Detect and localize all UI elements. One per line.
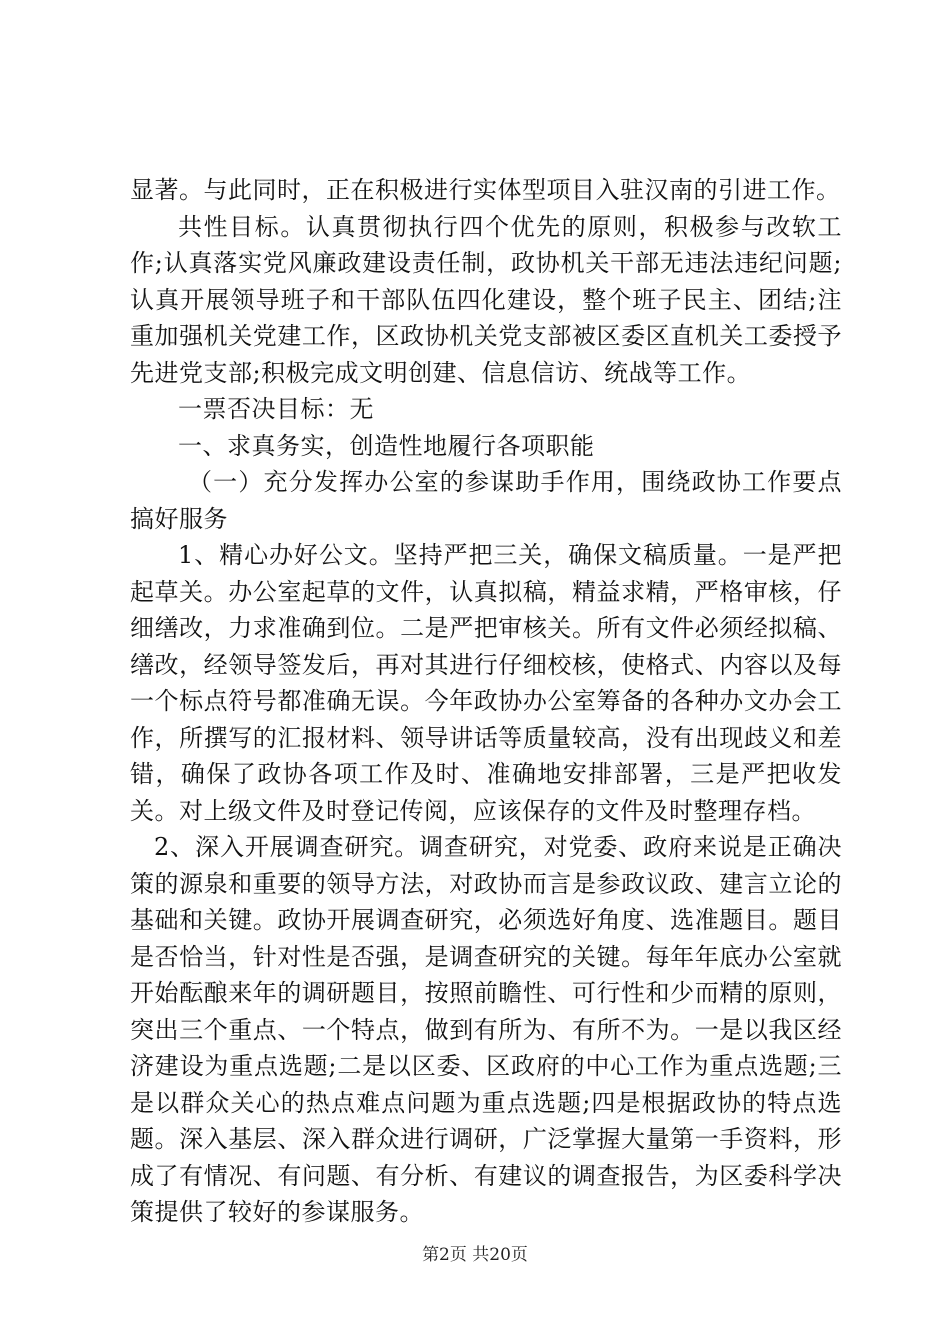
paragraph-veto-goal: 一票否决目标：无: [178, 395, 374, 423]
page-total: 共20页: [472, 1245, 528, 1265]
paragraph-research: 2、深入开展调查研究。调查研究，对党委、政府来说是正确决策的源泉和重要的领导方法，对政协而言是参政议政、建言立论的基础和关键。政协开展调查研究，必须选好角度、选准题目。题目是否恰当，针对性是否强，是调查研究的关键。每年年底办公室就开始酝酿来年的调研题目，按照前瞻性、可行性和少而精的原则，突出三个重点、一个特点，做到有所为、有所不为。一是以我区经济建设为重点选题;二是以区委、区政府的中心工作为重点选题;三是以群众关心的热点难点问题为重点选题;四是根据政协的特点选题。深入基层、深入群众进行调研，广泛掌握大量第一手资料，形成了有情况、有问题、有分析、有建议的调查报告，为区委科学决策提供了较好的参谋服务。: [130, 833, 842, 1226]
paragraph-continuation: 显著。与此同时，正在积极进行实体型项目入驻汉南的引进工作。: [130, 176, 841, 204]
section-heading-1: 一、求真务实，创造性地履行各项职能: [178, 431, 595, 460]
subsection-heading-1: （一）充分发挥办公室的参谋助手作用，围绕政协工作要点搞好服务: [130, 468, 842, 533]
page-number: 第2页: [422, 1245, 467, 1265]
paragraph-official-documents: 1、精心办好公文。坚持严把三关，确保文稿质量。一是严把起草关。办公室起草的文件，认真拟稿，精益求精，严格审核，仔细缮改，力求准确到位。二是严把审核关。所有文件必须经拟稿、缮改，经领导签发后，再对其进行仔细校核，使格式、内容以及每一个标点符号都准确无误。今年政协办公室筹备的各种办文办会工作，所撰写的汇报材料、领导讲话等质量较高，没有出现歧义和差错，确保了政协各项工作及时、准确地安排部署，三是严把收发关。对上级文件及时登记传阅，应该保存的文件及时整理存档。: [130, 541, 842, 825]
page-footer: [0, 1244, 950, 1266]
paragraph-common-goals: 共性目标。认真贯彻执行四个优先的原则，积极参与改软工作;认真落实党风廉政建设责任制，政协机关干部无违法违纪问题;认真开展领导班子和干部队伍四化建设，整个班子民主、团结;注重加强机关党建工作，区政协机关党支部被区委区直机关工委授予先进党支部;积极完成文明创建、信息信访、统战等工作。: [130, 212, 842, 387]
document-body: [130, 172, 842, 1231]
